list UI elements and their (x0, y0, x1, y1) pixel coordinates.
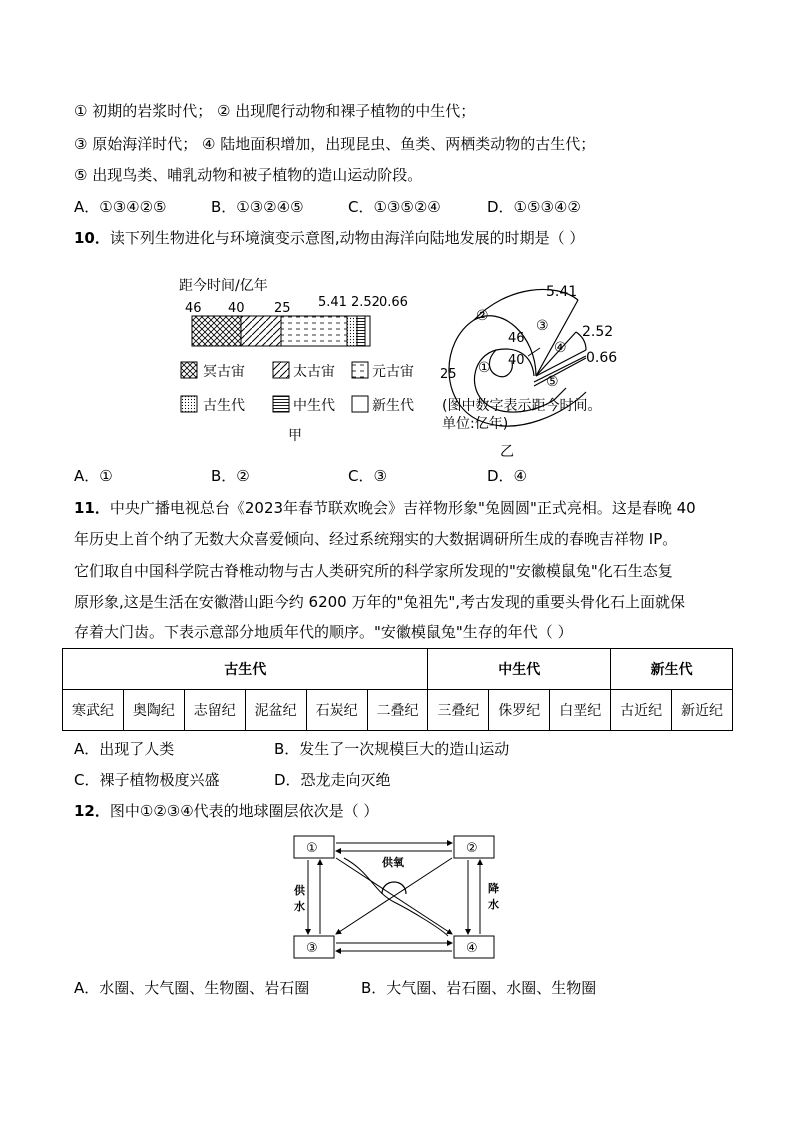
period-paleogene: 古近纪 (611, 690, 672, 731)
q10-option-c[interactable]: C．③ (348, 467, 387, 485)
box-3-label: ③ (306, 941, 318, 956)
label-rain-2: 水 (488, 898, 499, 911)
box-1-label: ① (306, 841, 318, 856)
fig-yi-caption: 乙 (500, 444, 514, 460)
label-rain-1: 降 (488, 882, 499, 895)
q12-option-a[interactable]: A．水圈、大气圈、生物圈、岩石圈 (74, 979, 310, 997)
q9-option-b[interactable]: B．①③②④⑤ (211, 198, 304, 216)
fig-yi-circle-4: ④ (554, 340, 567, 356)
period-jurassic: 侏罗纪 (489, 690, 550, 731)
q9-option-c[interactable]: C．①③⑤②④ (348, 198, 441, 216)
figure-yi (436, 276, 636, 462)
q11-option-b[interactable]: B．发生了一次规模巨大的造山运动 (274, 740, 510, 758)
box-2-label: ② (466, 841, 478, 856)
legend-mesozoic: 中生代 (293, 398, 335, 414)
fig-yi-num-40: 40 (508, 353, 525, 368)
period-neogene: 新近纪 (672, 690, 733, 731)
label-oxygen: 供氧 (382, 856, 404, 869)
q11-line-5: 存着大门齿。下表示意部分地质年代的顺序。"安徽模鼠兔"生存的年代（ ） (74, 623, 573, 641)
legend-hadean: 冥古宙 (203, 364, 245, 380)
period-cretaceous: 白垩纪 (550, 690, 611, 731)
q9-item-line-1: ① 初期的岩浆时代； ② 出现爬行动物和裸子植物的中生代； (74, 102, 476, 120)
legend-swatch-paleozoic (181, 396, 197, 412)
fig-yi-note-1: (图中数字表示距今时间。 (442, 398, 602, 414)
q12-number: 12． (74, 802, 110, 820)
fig-jia-caption: 甲 (288, 428, 302, 444)
q12-option-b[interactable]: B．大气圈、岩石圈、水圈、生物圈 (361, 979, 597, 997)
fig-jia-tick-46: 46 (185, 301, 202, 316)
q11-option-a[interactable]: A．出现了人类 (74, 740, 175, 758)
bar-cenozoic (365, 316, 370, 346)
fig-jia-title: 距今时间/亿年 (179, 278, 268, 294)
fig-yi-circle-5: ⑤ (546, 374, 559, 390)
box-4-label: ④ (466, 941, 478, 956)
legend-swatch-hadean (181, 362, 197, 378)
fig-yi-num-25: 25 (440, 367, 457, 382)
period-silurian: 志留纪 (184, 690, 245, 731)
q10-option-b[interactable]: B．② (211, 467, 250, 485)
q9-item-line-3: ⑤ 出现鸟类、哺乳动物和被子植物的造山运动阶段。 (74, 166, 423, 184)
legend-swatch-archean (273, 362, 289, 378)
period-ordovician: 奥陶纪 (123, 690, 184, 731)
fig-yi-note-2: 单位:亿年) (442, 416, 509, 432)
q11-line-4: 原形象,这是生活在安徽潜山距今约 6200 万年的"兔祖先",考古发现的重要头骨化石上面就保 (74, 593, 686, 611)
q11-text-1: 中央广播电视总台《2023年春节联欢晚会》吉祥物形象"兔圆圆"正式亮相。这是春晚 40 (109, 499, 696, 517)
q10-number: 10． (74, 229, 110, 247)
q10-option-a[interactable]: A．① (74, 467, 113, 485)
q11-line-2: 年历史上首个纳了无数大众喜爱倾向、经过系统翔实的大数据调研所生成的春晚吉祥物 IP。 (74, 530, 678, 548)
legend-swatch-proterozoic (352, 362, 368, 378)
legend-proterozoic: 元古宙 (372, 364, 414, 380)
legend-swatch-mesozoic (273, 396, 289, 412)
fig-jia-tick-25: 25 (274, 301, 291, 316)
fig-yi-num-541: 5.41 (546, 284, 578, 300)
legend-swatch-cenozoic (352, 396, 368, 412)
q11-line-3: 它们取自中国科学院古脊椎动物与古人类研究所的科学家所发现的"安徽模鼠兔"化石生态复 (74, 562, 673, 580)
fig-jia-tick-541: 5.41 (318, 295, 347, 310)
sphere-diagram (290, 832, 520, 968)
fig-yi-num-46: 46 (508, 331, 525, 346)
q10-stem (74, 228, 584, 248)
period-permian: 二叠纪 (367, 690, 428, 731)
fig-yi-circle-1: ① (478, 360, 491, 376)
fig-yi-num-252: 2.52 (582, 324, 614, 340)
label-water-left-1: 供 (294, 884, 305, 897)
period-carboniferous: 石炭纪 (306, 690, 367, 731)
q12-text: 图中①②③④代表的地球圈层依次是（ ） (109, 802, 379, 820)
era-mesozoic: 中生代 (428, 649, 611, 690)
figure-jia (175, 272, 435, 452)
legend-paleozoic: 古生代 (203, 398, 245, 414)
fig-yi-circle-2: ② (476, 308, 489, 324)
label-water-left-2: 水 (294, 900, 305, 913)
q9-option-d[interactable]: D．①⑤③④② (487, 198, 581, 216)
bar-mesozoic (357, 316, 365, 346)
fig-yi-circle-3: ③ (536, 318, 549, 334)
period-devonian: 泥盆纪 (245, 690, 306, 731)
q11-option-c[interactable]: C．裸子植物极度兴盛 (74, 771, 220, 789)
bar-paleozoic (347, 316, 357, 346)
fig-yi-num-066: 0.66 (586, 350, 618, 366)
period-triassic: 三叠纪 (428, 690, 489, 731)
q11-line-1 (74, 498, 696, 518)
q11-number: 11． (74, 499, 110, 517)
bar-archean (241, 316, 281, 346)
legend-cenozoic: 新生代 (372, 398, 414, 414)
fig-jia-tick-066: 0.66 (379, 295, 408, 310)
era-cenozoic: 新生代 (611, 649, 733, 690)
q10-option-d[interactable]: D．④ (487, 467, 527, 485)
q11-option-d[interactable]: D．恐龙走向灭绝 (274, 771, 391, 789)
q12-stem (74, 801, 378, 821)
q9-item-line-2: ③ 原始海洋时代； ④ 陆地面积增加，出现昆虫、鱼类、两栖类动物的古生代； (74, 135, 596, 153)
q9-option-a[interactable]: A．①③④②⑤ (74, 198, 167, 216)
fig-jia-tick-252: 2.52 (351, 295, 380, 310)
bar-proterozoic (281, 316, 347, 346)
geologic-time-table (62, 648, 733, 731)
fig-jia-tick-40: 40 (228, 301, 245, 316)
era-paleozoic: 古生代 (63, 649, 428, 690)
bar-hadean (192, 316, 241, 346)
q10-text: 读下列生物进化与环境演变示意图,动物由海洋向陆地发展的时期是（ ） (109, 229, 585, 247)
period-cambrian: 寒武纪 (63, 690, 124, 731)
legend-archean: 太古宙 (293, 364, 335, 380)
